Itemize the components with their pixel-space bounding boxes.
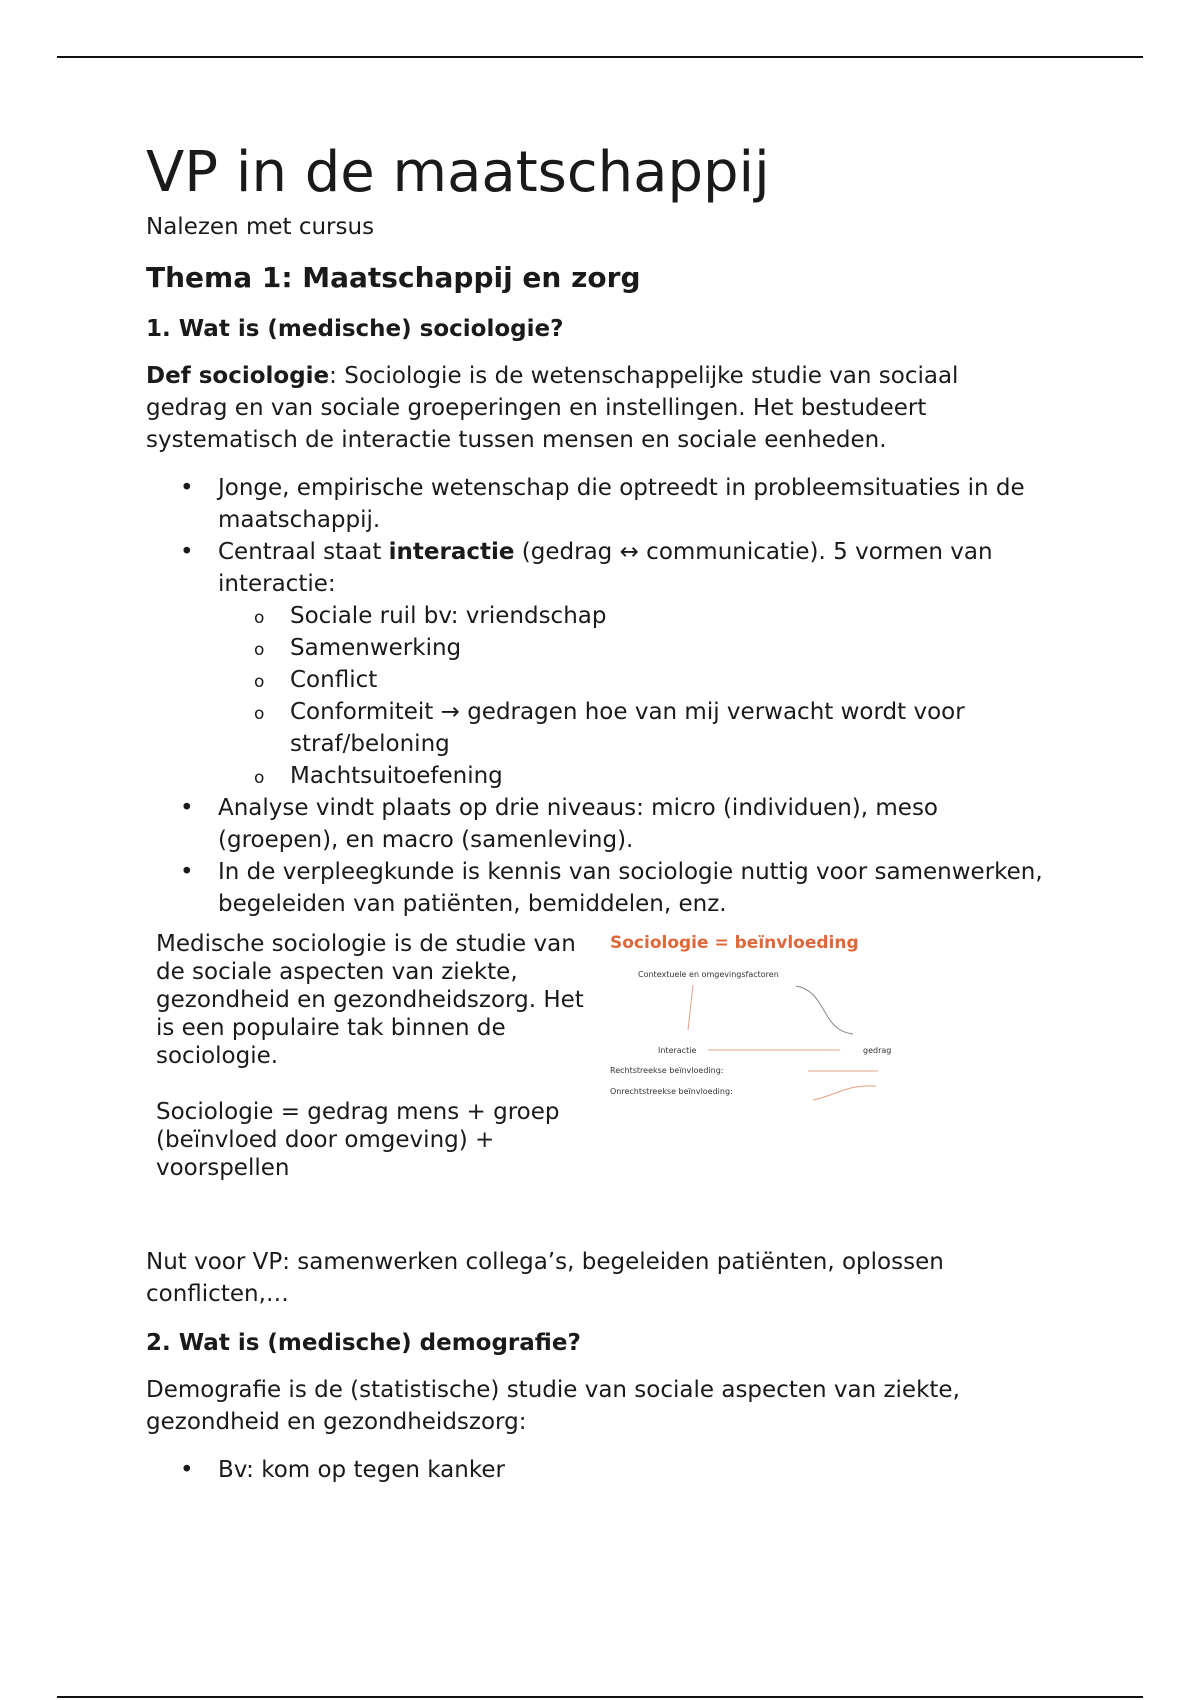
- list-item: • In de verpleegkunde is kennis van sociologie nuttig voor samenwerken, begeleiden van patiënten, bemiddelen, enz.: [146, 856, 1046, 920]
- bullet-text: (gedrag ↔ communicatie). 5 vormen van interactie:: [218, 539, 993, 597]
- theme-heading: Thema 1: Maatschappij en zorg: [146, 261, 641, 294]
- list-item: • Analyse vindt plaats op drie niveaus: micro (individuen), meso (groepen), en macro (samenleving).: [146, 792, 1046, 856]
- top-rule: [57, 56, 1143, 58]
- diagram-title: Sociologie = beïnvloeding: [610, 933, 859, 953]
- bullet-text: Centraal staat: [218, 539, 389, 565]
- sub-list-item: o Sociale ruil bv: vriendschap: [218, 600, 1046, 632]
- section1-heading: 1. Wat is (medische) sociologie?: [146, 316, 564, 342]
- nut-paragraph: Nut voor VP: samenwerken collega’s, begeleiden patiënten, oplossen conflicten,…: [146, 1249, 944, 1307]
- list-item: • Bv: kom op tegen kanker: [146, 1454, 1046, 1486]
- diagram-gedrag-label: gedrag: [863, 1046, 892, 1055]
- diagram-interactie-label: Interactie: [658, 1046, 697, 1055]
- sociology-bullet-list: [146, 472, 1046, 920]
- diagram-indirect-label: Onrechtstreekse beïnvloeding:: [610, 1087, 733, 1096]
- definition-text: : Sociologie is de wetenschappelijke studie van sociaal gedrag en van sociale groeperingen en instellingen. Het bestudeert systematisch de interactie tussen mensen en sociale eenheden.: [146, 363, 959, 453]
- section2-heading: 2. Wat is (medische) demografie?: [146, 1330, 581, 1356]
- sub-list-item: o Samenwerking: [218, 632, 1046, 664]
- context-to-behaviour-curve: [796, 986, 853, 1034]
- page-title: VP in de maatschappij: [146, 140, 770, 205]
- sub-list-item: o Conflict: [218, 664, 1046, 696]
- document-body: [146, 140, 1046, 1486]
- bullet-bold-text: interactie: [388, 539, 515, 565]
- sub-list-item: o Conformiteit → gedragen hoe van mij verwacht wordt voor straf/beloning: [218, 696, 1046, 760]
- interaction-forms-list: [218, 600, 1046, 792]
- subtitle: Nalezen met cursus: [146, 214, 375, 240]
- diagram-direct-label: Rechtstreekse beïnvloeding:: [610, 1066, 724, 1075]
- sub-list-item: o Machtsuitoefening: [218, 760, 1046, 792]
- list-item: • Jonge, empirische wetenschap die optreedt in probleemsituaties in de maatschappij.: [146, 472, 1046, 536]
- medical-sociology-text: [156, 930, 596, 1182]
- list-item-interactie: [146, 536, 1046, 792]
- diagram-context-label: Contextuele en omgevingsfactoren: [638, 970, 779, 979]
- demography-bullet-list: [146, 1454, 1046, 1486]
- definition-label: Def sociologie: [146, 363, 330, 389]
- influence-diagram: [608, 930, 908, 1110]
- context-to-interaction-arrow: [688, 985, 693, 1030]
- definition-paragraph: [146, 360, 1046, 456]
- medical-sociology-paragraph: Medische sociologie is de studie van de sociale aspecten van ziekte, gezondheid en gezondheidszorg. Het is een populaire tak binnen de sociologie.: [156, 931, 584, 1069]
- bottom-rule: [57, 1696, 1143, 1698]
- formula-paragraph: Sociologie = gedrag mens + groep (beïnvloed door omgeving) + voorspellen: [156, 1099, 560, 1181]
- indirect-influence-curve: [813, 1086, 876, 1100]
- two-column-block: [146, 930, 1046, 1230]
- demography-paragraph: Demografie is de (statistische) studie van sociale aspecten van ziekte, gezondheid en gezondheidszorg:: [146, 1377, 960, 1435]
